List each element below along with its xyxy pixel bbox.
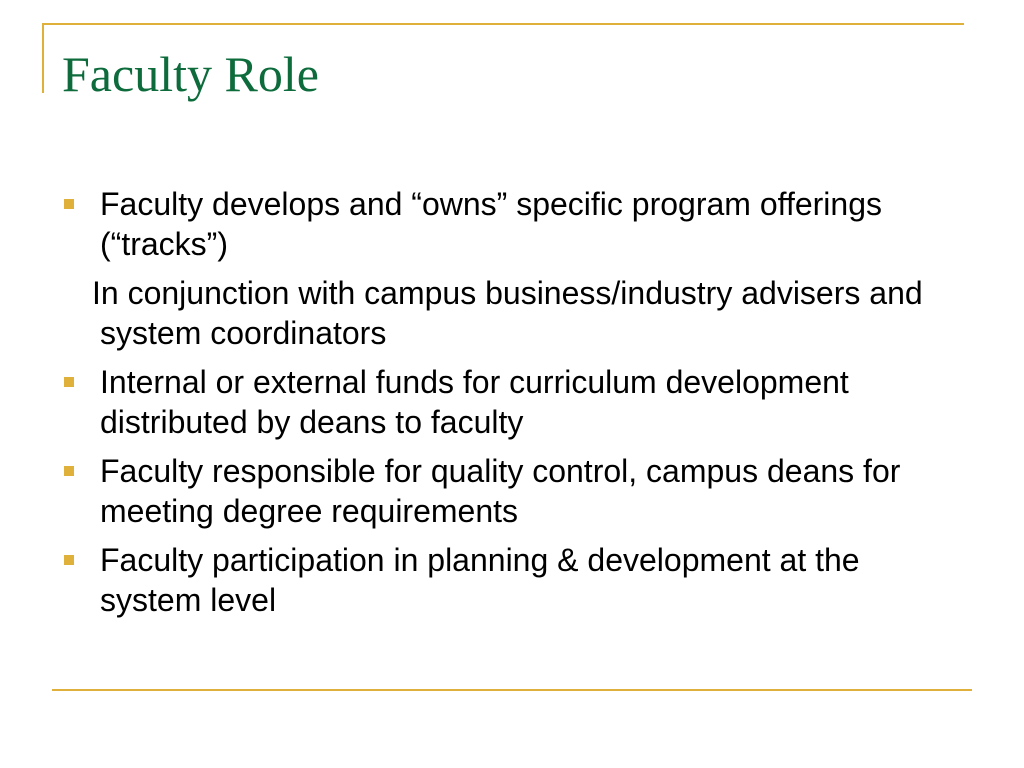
bottom-accent-line <box>52 689 972 691</box>
square-bullet-icon <box>64 466 74 476</box>
square-bullet-icon <box>64 199 74 209</box>
square-bullet-icon <box>64 555 74 565</box>
bullet-text: Internal or external funds for curriculum development distributed by deans to faculty <box>100 364 849 440</box>
continuation-text: In conjunction with campus business/industry advisers and system coordinators <box>92 275 923 351</box>
bullet-item <box>100 540 960 620</box>
bullet-item <box>100 451 960 531</box>
square-bullet-icon <box>64 377 74 387</box>
bullet-text: Faculty develops and “owns” specific program offerings (“tracks”) <box>100 186 882 262</box>
bullet-item <box>100 362 960 442</box>
slide-title: Faculty Role <box>62 46 319 102</box>
bullet-item <box>100 184 960 264</box>
bullet-text: Faculty participation in planning & development at the system level <box>100 542 860 618</box>
bullet-text: Faculty responsible for quality control, campus deans for meeting degree requirements <box>100 453 901 529</box>
